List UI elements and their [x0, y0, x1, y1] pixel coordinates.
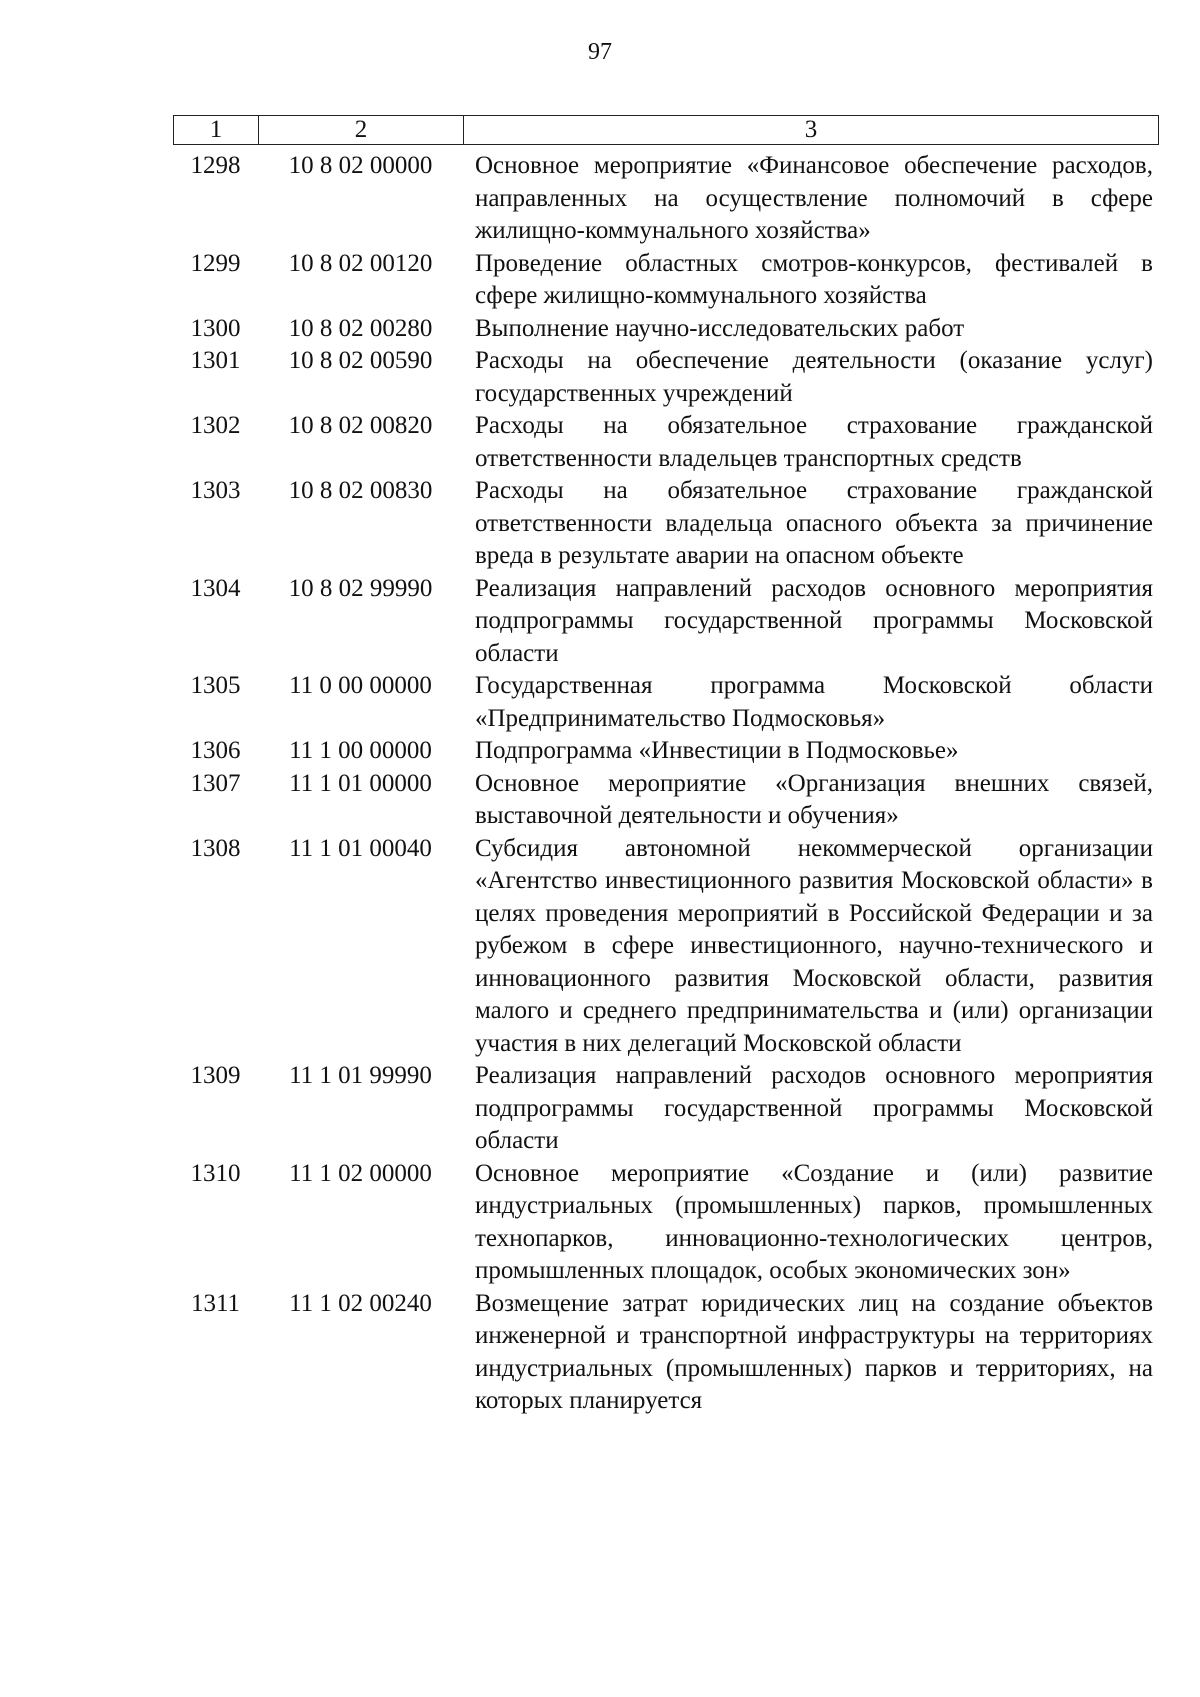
row-description: Возмещение затрат юридических лиц на создание объектов инженерной и транспортной инфраструктуры на территориях индустриальных (промышленных) парков и территориях, на которых планируется	[475, 1289, 1153, 1414]
table-row	[173, 475, 1159, 573]
row-code: 10 8 02 00280	[288, 314, 433, 342]
header-cell-3: 3	[804, 116, 818, 143]
row-description: Основное мероприятие «Организация внешних связей, выставочной деятельности и обучения»	[475, 769, 1153, 829]
row-number: 1308	[190, 834, 241, 862]
row-number: 1309	[190, 1062, 241, 1089]
table-row	[173, 345, 1159, 410]
row-number: 1302	[190, 412, 241, 439]
row-code: 10 8 02 00120	[288, 249, 433, 277]
row-description: Расходы на обеспечение деятельности (оказание услуг) государственных учреждений	[475, 347, 1153, 407]
row-description: Выполнение научно-исследовательских работ	[475, 314, 965, 342]
table-row	[173, 313, 1159, 346]
table-row	[173, 670, 1159, 735]
row-code: 11 1 00 00000	[289, 737, 432, 764]
row-description: Расходы на обязательное страхование гражданской ответственности владельцев транспортных средств	[475, 412, 1153, 472]
row-code: 11 1 02 00000	[289, 1159, 432, 1187]
table-row	[173, 833, 1159, 1061]
row-number: 1307	[190, 769, 241, 797]
table-row	[173, 573, 1159, 671]
row-number: 1306	[190, 737, 241, 764]
row-description: Расходы на обязательное страхование гражданской ответственности владельца опасного объекта за причинение вреда в результате аварии на опасном объекте	[475, 477, 1153, 569]
table-body	[173, 150, 1159, 1418]
row-description: Подпрограмма «Инвестиции в Подмосковье»	[475, 737, 959, 764]
table-row	[173, 248, 1159, 313]
table-row	[173, 768, 1159, 833]
header-cell-1: 1	[174, 116, 259, 144]
row-description: Реализация направлений расходов основного мероприятия подпрограммы государственной программы Московской области	[475, 574, 1153, 667]
row-code: 10 8 02 99990	[288, 574, 433, 602]
table-header-row	[173, 115, 1159, 145]
row-description: Субсидия автономной некоммерческой организации «Агентство инвестиционного развития Московской области» в целях проведения мероприятий в Российской Федерации и за рубежом в сфере инвестиционного, научно-технического и инновационного развития Московской области, развития малого и среднего предпринимательства и (или) организации участия в них делегаций Московской области	[475, 834, 1153, 1057]
row-number: 1304	[190, 574, 241, 602]
row-number: 1305	[190, 672, 241, 699]
row-code: 11 1 01 00040	[289, 834, 432, 862]
table-row	[173, 150, 1159, 248]
table-row	[173, 1158, 1159, 1288]
row-code: 11 0 00 00000	[289, 672, 432, 699]
row-number: 1301	[190, 347, 241, 374]
row-number: 1299	[190, 249, 241, 277]
row-number: 1300	[190, 314, 241, 342]
row-description: Проведение областных смотров-конкурсов, фестивалей в сфере жилищно-коммунального хозяйства	[475, 249, 1153, 309]
row-description: Государственная программа Московской области «Предпринимательство Подмосковья»	[475, 672, 1153, 732]
row-code: 10 8 02 00590	[288, 347, 433, 374]
row-number: 1298	[190, 152, 241, 179]
row-number: 1311	[190, 1289, 241, 1317]
row-number: 1310	[190, 1159, 241, 1187]
row-code: 11 1 01 00000	[289, 769, 432, 797]
row-description: Основное мероприятие «Создание и (или) развитие индустриальных (промышленных) парков, промышленных технопарков, инновационно-технологических центров, промышленных площадок, особых экономических зон»	[475, 1159, 1153, 1284]
row-code: 11 1 01 99990	[289, 1062, 432, 1089]
row-description: Основное мероприятие «Финансовое обеспечение расходов, направленных на осуществление полномочий в сфере жилищно-коммунального хозяйства»	[475, 152, 1153, 244]
row-code: 10 8 02 00820	[288, 412, 433, 439]
table-row	[173, 1288, 1159, 1418]
table-row	[173, 410, 1159, 475]
row-number: 1303	[190, 477, 241, 504]
row-code: 10 8 02 00000	[288, 152, 433, 179]
row-description: Реализация направлений расходов основного мероприятия подпрограммы государственной программы Московской области	[475, 1062, 1153, 1154]
row-code: 11 1 02 00240	[289, 1289, 432, 1317]
row-code: 10 8 02 00830	[288, 477, 433, 504]
table-row	[173, 1060, 1159, 1158]
page-number: 97	[588, 39, 612, 65]
header-cell-2: 2	[259, 116, 464, 144]
table-row	[173, 735, 1159, 768]
